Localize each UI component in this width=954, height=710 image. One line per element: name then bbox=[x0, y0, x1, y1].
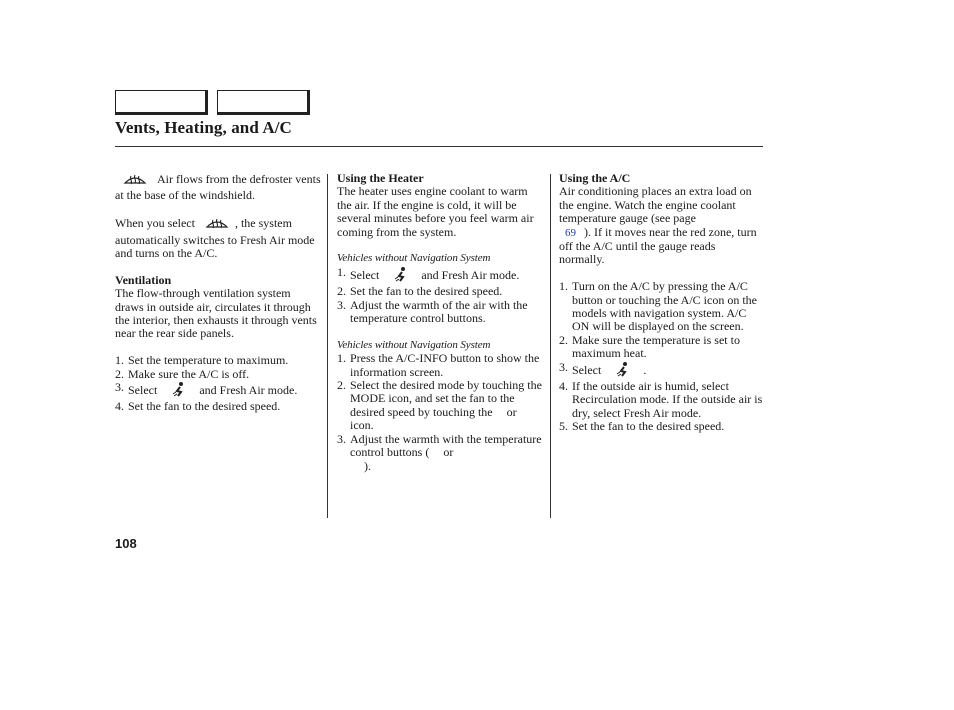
nav-button-next[interactable] bbox=[217, 90, 310, 115]
list-item: 5. Set the fan to the desired speed. bbox=[559, 419, 725, 434]
heater-heading: Using the Heater bbox=[337, 171, 424, 185]
list-item: 2. Make sure the temperature is set to maximum heat. bbox=[559, 332, 740, 361]
list-item: 1. Press the A/C-INFO button to show the information screen. bbox=[337, 351, 540, 379]
list-item: 3. Adjust the warmth with the temperature control buttons ( or ). bbox=[337, 431, 542, 473]
list-item: 2. Set the fan to the desired speed. bbox=[337, 284, 503, 299]
list-item: 1. Turn on the A/C by pressing the A/C button or touching the A/C icon on the models with navigation system. A/C ON will be displayed on the screen. bbox=[559, 279, 757, 334]
column-right bbox=[559, 172, 763, 434]
heater-intro: The heater uses engine coolant to warm the air. If the engine is cold, it will be several minutes before you feel warm air coming from the system. bbox=[337, 184, 534, 239]
ac-steps bbox=[559, 280, 763, 433]
defrost-icon bbox=[205, 216, 229, 233]
defrost-text: Air flows from the defroster vents at the base of the windshield. bbox=[115, 172, 321, 203]
ventilation-text: The flow-through ventilation system draws in outside air, circulates it through the interior, then exhausts it through vents near the rear side panels. bbox=[115, 286, 317, 341]
ventilation-heading: Ventilation bbox=[115, 272, 172, 287]
vehicle-caption: Vehicles without Navigation System bbox=[337, 338, 491, 351]
list-item: 2. Select the desired mode by touching the MODE icon, and set the fan to the desired speed by touching the oricon. bbox=[337, 378, 542, 433]
list-item: 1. Select and Fresh Air mode. bbox=[337, 266, 543, 285]
vehicle-caption: Vehicles without Navigation System bbox=[337, 252, 491, 265]
ventilation-steps bbox=[115, 354, 321, 414]
page-title: Vents, Heating, and A/C bbox=[115, 118, 292, 137]
list-item: 4. If the outside air is humid, select Recirculation mode. If the outside air is dry, select Fresh Air mode. bbox=[559, 379, 763, 420]
heater-steps-a bbox=[337, 266, 543, 326]
list-item: 3. Select and Fresh Air mode. bbox=[115, 381, 321, 400]
heater-steps-b bbox=[337, 352, 543, 473]
floor-vent-icon bbox=[393, 266, 409, 285]
list-item: 3. Adjust the warmth of the air with the temperature control buttons. bbox=[337, 297, 528, 326]
floor-vent-icon bbox=[615, 361, 631, 380]
defrost-paragraph bbox=[115, 172, 321, 203]
page-number: 108 bbox=[115, 536, 137, 551]
column-divider bbox=[327, 174, 328, 518]
nav-button-previous[interactable] bbox=[115, 90, 208, 115]
list-item: 1. Set the temperature to maximum. bbox=[115, 353, 289, 368]
list-item: 4. Set the fan to the desired speed. bbox=[115, 399, 281, 414]
defrost-icon bbox=[123, 172, 147, 189]
ac-intro: Air conditioning places an extra load on the engine. Watch the engine coolant temperature gauge (see page 69 ). If it moves near the red zone, turn off the A/C until the gauge reads normally. bbox=[559, 184, 757, 267]
column-middle bbox=[337, 172, 543, 473]
floor-vent-icon bbox=[171, 381, 187, 400]
defrost-mode-paragraph: When you select , the system automatically switches to Fresh Air mode and turns on the A/C. bbox=[115, 216, 315, 261]
list-item: 2. Make sure the A/C is off. bbox=[115, 366, 250, 381]
page-link[interactable]: 69 bbox=[565, 226, 576, 239]
column-left bbox=[115, 172, 321, 414]
column-divider bbox=[550, 174, 551, 518]
list-item: 3. Select . bbox=[559, 361, 763, 380]
ac-heading: Using the A/C bbox=[559, 171, 631, 185]
title-rule bbox=[115, 146, 763, 147]
